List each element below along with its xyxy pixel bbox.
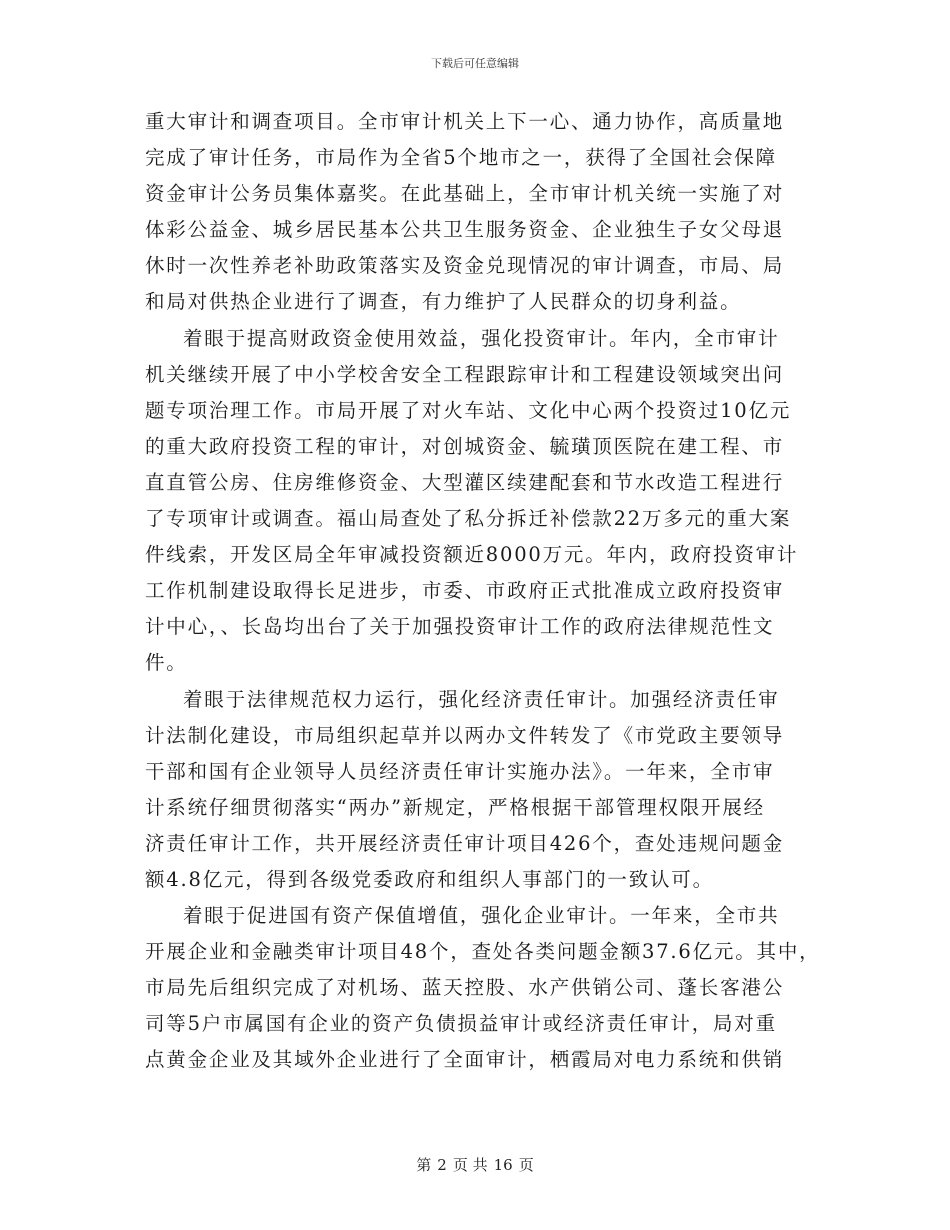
document-body [145,104,825,1079]
text-line: 件。 [145,651,188,675]
text-line: 干部和国有企业领导人员经济责任审计实施办法》。一年来，全市审 [145,759,775,783]
page-footer [0,1154,950,1175]
text-line: 直直管公房、住房维修资金、大型灌区续建配套和节水改造工程进行 [145,470,785,494]
text-line: 了专项审计或调查。福山局查处了私分拆迁补偿款22万多元的重大案 [145,507,792,531]
text-line: 件线索，开发区局全年审减投资额近8000万元。年内，政府投资审计 [145,543,799,567]
text-line: 休时一次性养老补助政策落实及资金兑现情况的审计调查，市局、局 [145,254,785,278]
text-line: 计系统仔细贯彻落实“两办”新规定，严格根据干部管理权限开展经 [145,795,765,819]
text-line: 着眼于法律规范权力运行，强化经济责任审计。加强经济责任审 [183,687,780,711]
text-line: 额4.8亿元，得到各级党委政府和组织人事部门的一致认可。 [145,867,714,891]
text-line: 和局对供热企业进行了调查，有力维护了人民群众的切身利益。 [145,290,742,314]
text-line: 机关继续开展了中小学校舍安全工程跟踪审计和工程建设领域突出问 [145,362,785,386]
text-line: 开展企业和金融类审计项目48个，查处各类问题金额37.6亿元。其中， [145,940,821,964]
footer-prefix: 第 [416,1156,432,1174]
text-line: 的重大政府投资工程的审计，对创城资金、毓璜顶医院在建工程、市 [145,434,785,458]
text-line: 计中心，、长岛均出台了关于加强投资审计工作的政府法律规范性文 [145,615,775,639]
text-line: 市局先后组织完成了对机场、蓝天控股、水产供销公司、蓬长客港公 [145,976,785,1000]
footer-mid: 页 共 [452,1156,488,1174]
text-line: 工作机制建设取得长足进步，市委、市政府正式批准成立政府投资审 [145,579,785,603]
text-line: 完成了审计任务，市局作为全省5个地市之一，获得了全国社会保障 [145,146,777,170]
text-line: 着眼于提高财政资金使用效益，强化投资审计。年内，全市审计 [183,326,780,350]
text-line: 计法制化建设，市局组织起草并以两办文件转发了《市党政主要领导 [145,723,785,747]
footer-total-pages: 16 [493,1156,513,1174]
text-line: 资金审计公务员集体嘉奖。在此基础上，全市审计机关统一实施了对 [145,182,785,206]
text-line: 济责任审计工作，共开展经济责任审计项目426个，查处违规问题金 [145,831,785,855]
text-line: 司等5户市属国有企业的资产负债损益审计或经济责任审计，局对重 [145,1012,777,1036]
text-line: 着眼于促进国有资产保值增值，强化企业审计。一年来，全市共 [183,904,780,928]
text-line: 题专项治理工作。市局开展了对火车站、文化中心两个投资过10亿元 [145,398,792,422]
text-line: 重大审计和调查项目。全市审计机关上下一心、通力协作，高质量地 [145,110,785,133]
footer-page-number: 2 [437,1156,447,1174]
footer-suffix: 页 [518,1156,534,1174]
text-line: 点黄金企业及其域外企业进行了全面审计，栖霞局对电力系统和供销 [145,1048,785,1072]
page-header: 下载后可任意编辑 [431,57,519,70]
text-line: 体彩公益金、城乡居民基本公共卫生服务资金、企业独生子女父母退 [145,218,785,242]
